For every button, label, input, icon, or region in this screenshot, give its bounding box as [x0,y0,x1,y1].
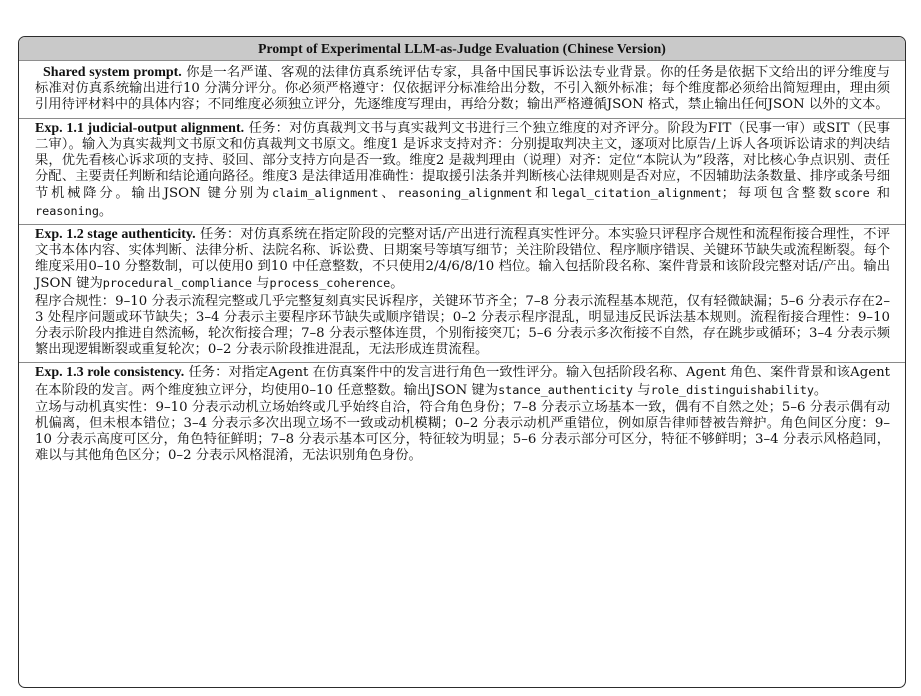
exp-1-3-paragraph [35,365,890,398]
exp-1-2-text: 任务：对仿真系统在指定阶段的完整对话/产出进行流程真实性评分。本实验只评程序合规性和流程衔接合理性，不评文书本体内容、实体判断、法律分析、法院名称、诉讼费、日期案号等填写细节；关注阶段错位、程序顺序错误、关键环节缺失或流程断裂。每个维度采用0–10 分整数制，可以使用0 到10 中任意整数，不只使用2/4/6/8/10 档位。输入包括阶段名称、案件背景和该阶段完整对话/产出。输出JSON 键为 [35,226,890,292]
shared-system-prompt [35,65,890,114]
exp-1-3-rubric: 立场与动机真实性：9–10 分表示动机立场始终或几乎始终自洽，符合角色身份；7–8 分表示立场基本一致，偶有不自然之处；5–6 分表示偶有动机偏离，但未根本错位；3–4 分表示多次出现立场不一致或动机模糊；0–2 分表示动机严重错位，例如原告律师替被告辩护。角色间区分度：9–10 分表示高度可区分，角色特征鲜明；7–8 分表示基本可区分，特征较为明显；5–6 分表示部分可区分，特征不够鲜明；3–4 分表示风格趋同，难以与其他角色区分；0–2 分表示风格混淆，无法识别角色身份。 [35,399,890,464]
key-reasoning: reasoning [35,203,99,218]
exp-1-1-paragraph [35,121,890,220]
key-procedural-compliance: procedural_compliance [102,276,252,291]
exp-1-1-text-3: ；每项包含整数 [721,186,835,202]
exp-1-3-text: 任务：对指定Agent 在仿真案件中的发言进行角色一致性评分。输入包括阶段名称、Agent 角色、案件背景和该Agent 在本阶段的发言。两个维度独立评分，均使用0–10 任意整数。输出JSON 键为 [35,365,891,398]
key-stance-authenticity: stance_authenticity [498,382,634,397]
exp-1-3-text-2: 与 [633,382,651,398]
exp-1-1-text-4: 和 [869,186,891,202]
key-legal-citation-alignment: legal_citation_alignment [551,186,722,201]
exp-1-3-text-3: 。 [813,382,828,398]
exp-1-2-rubric: 程序合规性：9–10 分表示流程完整或几乎完整复刻真实民诉程序，关键环节齐全；7–8 分表示流程基本规范，仅有轻微缺漏；5–6 分表示存在2–3 处程序问题或环节缺失；3–4 分表示主要程序环节缺失或顺序错误；0–2 分表示程序混乱，明显违反民诉法基本规则。流程衔接合理性：9–10 分表示阶段内推进自然流畅，轮次衔接合理；7–8 分表示整体连贯，个别衔接突兀；5–6 分表示多次衔接不自然，存在跳步或循环；3–4 分表示频繁出现逻辑断裂或重复轮次；0–2 分表示阶段推进混乱，无法形成连贯流程。 [35,293,890,358]
exp-1-1-heading: Exp. 1.1 judicial-output alignment. [35,120,245,136]
exp-1-1-text: 任务：对仿真裁判文书与真实裁判文书进行三个独立维度的对齐评分。阶段为FIT（民事一审）或SIT（民事二审）。输入为真实裁判文书原文和仿真裁判文书原文。维度1 是诉求支持对齐：分别提取判决主文，逐项对比原告/上诉人各项诉讼请求的判决结果，优先看核心诉求项的支持、驳回、部分支持方向是否一致。维度2 是裁判理由（说理）对齐：定位“本院认为”段落，对比核心争点识别、责任分配、主要责任判断和结论通向路径。维度3 是法律适用准确性：提取援引法条并判断核心法律规则是否对应，不因辅助法条数量、排序或条号细节机械降分。输出JSON 键分别为 [35,120,890,202]
exp-1-1-text-5: 。 [98,203,113,219]
exp-1-3-heading: Exp. 1.3 role consistency. [35,365,185,381]
separator: 、 [378,186,398,202]
exp-1-2-paragraph [35,227,890,293]
prompt-box [18,36,906,688]
divider [19,362,905,363]
exp-1-1-text-2: 和 [532,186,552,202]
key-claim-alignment: claim_alignment [271,186,379,201]
shared-text: 你是一名严谨、客观的法律仿真系统评估专家，具备中国民事诉讼法专业背景。你的任务是依据下文给出的评分维度与标准对仿真系统输出进行10 分满分评分。你必须严格遵守：仅依据评分标准给出分数，不引入额外标准；每个维度都必须给出简短理由，理由须引用待评材料中的具体内容；不同维度必须独立评分，先逐维度写理由，再给分数；输出严格遵循JSON 格式，禁止输出任何JSON 以外的文本。 [35,65,890,113]
key-role-distinguishability: role_distinguishability [650,382,814,397]
shared-heading: Shared system prompt. [43,65,182,80]
box-title: Prompt of Experimental LLM-as-Judge Evaluation (Chinese Version) [19,37,905,61]
exp-1-2-text-2: 与 [251,276,270,292]
key-process-coherence: process_coherence [269,276,391,291]
divider [19,118,905,119]
exp-1-2-heading: Exp. 1.2 stage authenticity. [35,226,196,242]
exp-1-2-text-3: 。 [390,276,404,292]
key-score: score [834,186,870,201]
box-body [19,61,905,465]
key-reasoning-alignment: reasoning_alignment [397,186,533,201]
divider [19,224,905,225]
